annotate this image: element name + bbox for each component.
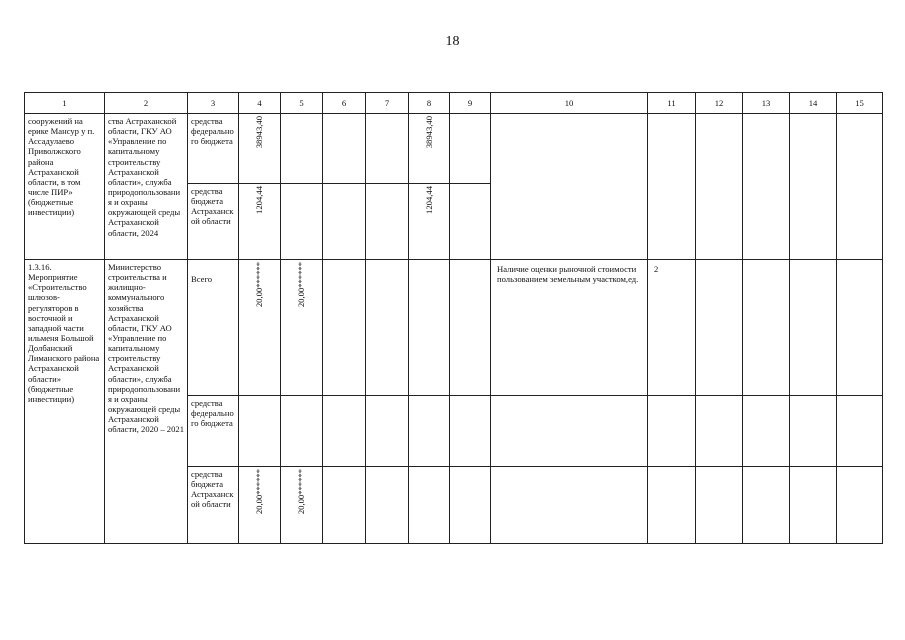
row1-col11 (648, 114, 696, 260)
row1-federal-col4-value: 38943,40 (254, 116, 265, 149)
row2-regional-col5-value: 20,00****** (296, 469, 307, 515)
row2-federal-col13 (743, 396, 790, 467)
row2-regional-col12 (696, 467, 743, 544)
row1-regional-col4 (239, 184, 281, 260)
table-row (25, 114, 883, 184)
row2-total-col13 (743, 260, 790, 396)
col-header-11: 11 (648, 93, 696, 114)
row2-regional-col14 (790, 467, 837, 544)
col-header-5: 5 (281, 93, 323, 114)
row2-total-col12 (696, 260, 743, 396)
row1-federal-col5 (281, 114, 323, 184)
row1-federal-col4 (239, 114, 281, 184)
row1-federal-col7 (366, 114, 409, 184)
row2-regional-col10 (491, 467, 648, 544)
row2-indicator: Наличие оценки рыночной стоимости пользованием земельным участком,ед. (491, 260, 648, 396)
row1-regional-col5 (281, 184, 323, 260)
col-header-8: 8 (409, 93, 450, 114)
row2-regional-col7 (366, 467, 409, 544)
col-header-3: 3 (188, 93, 239, 114)
row2-federal-col14 (790, 396, 837, 467)
col-header-7: 7 (366, 93, 409, 114)
row2-total-col14 (790, 260, 837, 396)
row2-regional-col15 (837, 467, 883, 544)
row2-total-col5 (281, 260, 323, 396)
col-header-14: 14 (790, 93, 837, 114)
row2-total-col4 (239, 260, 281, 396)
col-header-2: 2 (105, 93, 188, 114)
row2-federal-col6 (323, 396, 366, 467)
row1-source-federal: средства федерального бюджета (188, 114, 239, 184)
row2-federal-col15 (837, 396, 883, 467)
row1-source-regional: средства бюджета Астраханской области (188, 184, 239, 260)
row2-total-col5-value: 20,00****** (296, 262, 307, 308)
row2-federal-col5 (281, 396, 323, 467)
col-header-9: 9 (450, 93, 491, 114)
row2-federal-col9 (450, 396, 491, 467)
row1-regional-col9 (450, 184, 491, 260)
row2-regional-col8 (409, 467, 450, 544)
row2-source-total: Всего (188, 260, 239, 396)
col-header-6: 6 (323, 93, 366, 114)
row1-regional-col4-value: 1204,44 (254, 186, 265, 214)
col-header-13: 13 (743, 93, 790, 114)
row1-regional-col7 (366, 184, 409, 260)
row2-regional-col13 (743, 467, 790, 544)
row2-regional-col9 (450, 467, 491, 544)
row2-regional-col5 (281, 467, 323, 544)
header-row (25, 93, 883, 114)
row1-col14 (790, 114, 837, 260)
row1-federal-col9 (450, 114, 491, 184)
row2-federal-col10 (491, 396, 648, 467)
row2-regional-col11 (648, 467, 696, 544)
row1-regional-col8-value: 1204,44 (423, 186, 434, 214)
row2-federal-col4 (239, 396, 281, 467)
col-header-15: 15 (837, 93, 883, 114)
row2-total-col9 (450, 260, 491, 396)
row2-federal-col11 (648, 396, 696, 467)
row2-total-col4-value: 20,00****** (254, 262, 265, 308)
row1-federal-col6 (323, 114, 366, 184)
row1-col15 (837, 114, 883, 260)
col-header-12: 12 (696, 93, 743, 114)
row2-federal-col12 (696, 396, 743, 467)
row2-federal-col8 (409, 396, 450, 467)
row1-regional-col8 (409, 184, 450, 260)
row1-col13 (743, 114, 790, 260)
row1-col10 (491, 114, 648, 260)
row2-source-federal: средства федерального бюджета (188, 396, 239, 467)
row2-total-col7 (366, 260, 409, 396)
row1-measure: сооружений на ерике Мансур у п. Ассадулаево Приволжского района Астраханской области, в том числе ПИР» (бюджетные инвестиции) (25, 114, 105, 260)
table-row (25, 260, 883, 396)
row2-total-col8 (409, 260, 450, 396)
row1-federal-col8 (409, 114, 450, 184)
budget-table (24, 92, 883, 544)
row1-executor: ства Астраханской области, ГКУ АО «Управление по капитальному строительству Астраханской области», служба природопользования и охраны окружающей среды Астраханской области, 2024 (105, 114, 188, 260)
row2-executor: Министерство строительства и жилищно-коммунального хозяйства Астраханской области, ГКУ АО «Управление по капитальному строительству Астраханской области», служба природопользования и охраны окружающей среды Астраханской области, 2020 – 2021 (105, 260, 188, 544)
row2-indicator-value: 2 (648, 260, 696, 396)
row1-federal-col8-value: 38943,40 (423, 116, 434, 149)
row2-total-col15 (837, 260, 883, 396)
row2-total-col6 (323, 260, 366, 396)
col-header-10: 10 (491, 93, 648, 114)
row2-regional-col6 (323, 467, 366, 544)
col-header-4: 4 (239, 93, 281, 114)
page-number: 18 (445, 34, 460, 49)
row2-regional-col4 (239, 467, 281, 544)
row1-col12 (696, 114, 743, 260)
row2-measure: 1.3.16. Мероприятие «Строительство шлюзов-регуляторов в восточной и западной части ильменя Большой Долбанский Лиманского района Астраханской области» (бюджетные инвестиции) (25, 260, 105, 544)
row1-regional-col6 (323, 184, 366, 260)
row2-federal-col7 (366, 396, 409, 467)
row2-source-regional: средства бюджета Астраханской области (188, 467, 239, 544)
row2-regional-col4-value: 20,00****** (254, 469, 265, 515)
col-header-1: 1 (25, 93, 105, 114)
